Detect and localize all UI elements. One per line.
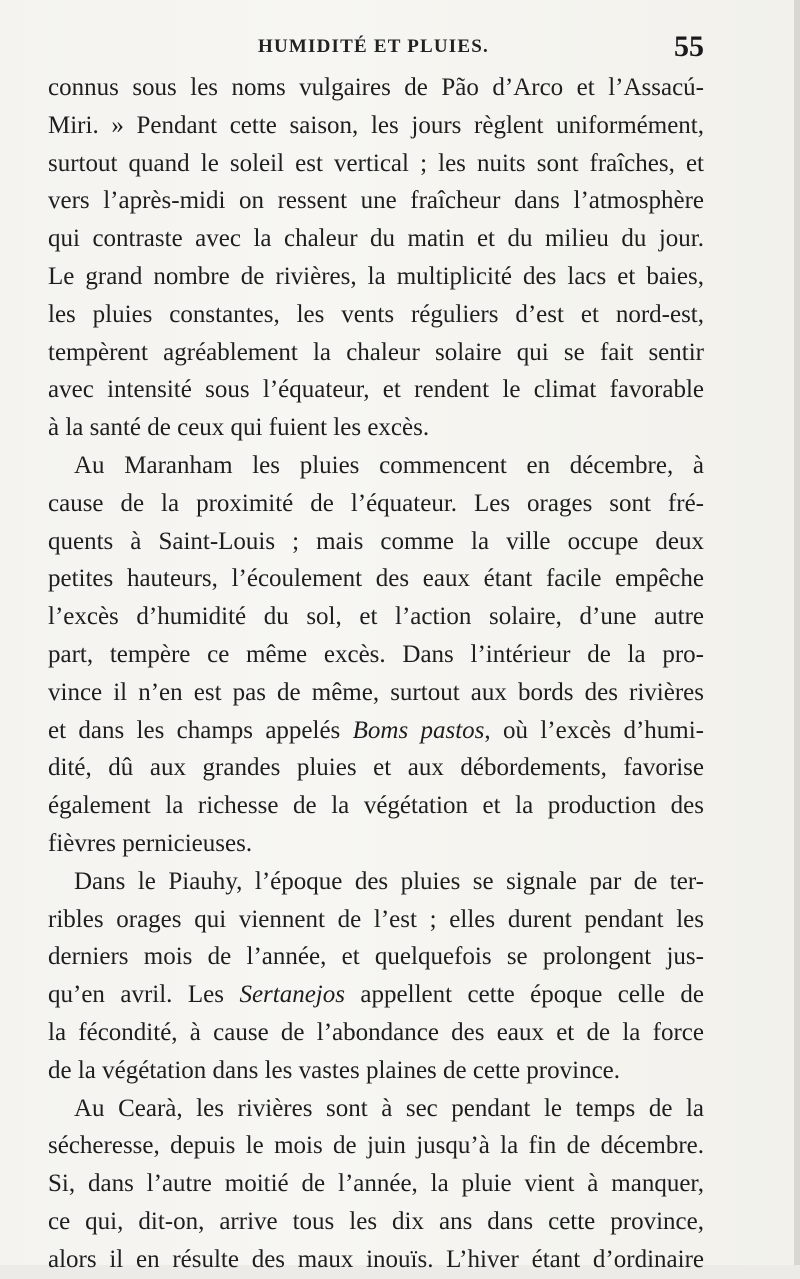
text-line	[48, 1052, 704, 1090]
text-line	[48, 560, 704, 598]
text-line	[48, 1090, 704, 1128]
line-text: et dans les champs appelés	[48, 716, 353, 744]
line-text: Le grand nombre de rivières, la multiplicité des lacs et baies,	[48, 262, 704, 290]
text-line	[48, 863, 704, 901]
line-text: qu’en avril. Les	[48, 981, 240, 1009]
line-text: ribles orages qui viennent de l’est ; elles durent pendant les	[48, 905, 704, 933]
text-line	[48, 447, 704, 485]
line-text: les pluies constantes, les vents réguliers d’est et nord-est,	[48, 300, 704, 328]
page-edge	[794, 0, 800, 1265]
text-line	[48, 749, 704, 787]
italic-term: Sertanejos	[239, 981, 345, 1009]
text-line	[48, 182, 704, 220]
text-line	[48, 712, 704, 750]
line-text: Dans le Piauhy, l’époque des pluies se signale par de ter-	[74, 867, 704, 895]
text-line	[48, 69, 704, 107]
text-line	[48, 1165, 704, 1203]
text-line	[48, 258, 704, 296]
line-text: connus sous les noms vulgaires de Pão d’Arco et l’Assacú-	[48, 74, 704, 101]
line-text: vers l’après-midi on ressent une fraîcheur dans l’atmosphère	[48, 187, 704, 215]
running-head: HUMIDITÉ ET PLUIES.	[258, 36, 489, 57]
line-text: de la végétation dans les vastes plaines de cette province.	[48, 1056, 621, 1084]
line-text: dité, dû aux grandes pluies et aux débordements, favorise	[48, 754, 704, 782]
text-line	[48, 598, 704, 636]
text-line	[48, 409, 704, 447]
line-text: derniers mois de l’année, et quelquefois se prolongent jus-	[48, 943, 704, 971]
line-text: vince il n’en est pas de même, surtout aux bords des rivières	[48, 678, 704, 706]
line-text: la fécondité, à cause de l’abondance des eaux et de la force	[48, 1018, 704, 1046]
line-text: Au Cearà, les rivières sont à sec pendant le temps de la	[74, 1094, 704, 1122]
text-line	[48, 1241, 704, 1279]
line-text-after: , où l’excès d’humi-	[484, 716, 704, 744]
page-header	[0, 32, 800, 72]
text-line	[48, 636, 704, 674]
line-text: qui contraste avec la chaleur du matin et du milieu du jour.	[48, 225, 704, 253]
text-line	[48, 220, 704, 258]
line-text: cause de la proximité de l’équateur. Les orages sont fré-	[48, 489, 704, 517]
text-line	[48, 523, 704, 561]
text-line	[48, 938, 704, 976]
text-line	[48, 334, 704, 372]
page-number: 55	[674, 30, 704, 63]
line-text: Si, dans l’autre moitié de l’année, la pluie vient à manquer,	[48, 1170, 704, 1198]
text-line	[48, 1203, 704, 1241]
body-text	[48, 69, 704, 1279]
line-text: également la richesse de la végétation et la production des	[48, 792, 704, 820]
line-text: à la santé de ceux qui fuient les excès.	[48, 414, 430, 442]
text-line	[48, 145, 704, 183]
text-line	[48, 371, 704, 409]
line-text: l’excès d’humidité du sol, et l’action solaire, d’une autre	[48, 603, 704, 631]
line-text: part, tempère ce même excès. Dans l’intérieur de la pro-	[48, 640, 704, 668]
text-line	[48, 674, 704, 712]
line-text: avec intensité sous l’équateur, et rendent le climat favorable	[48, 376, 704, 404]
line-text: Miri. » Pendant cette saison, les jours règlent uniformément,	[48, 111, 704, 139]
text-line	[48, 107, 704, 145]
line-text-after: appellent cette époque celle de	[344, 981, 704, 1009]
text-line	[48, 485, 704, 523]
line-text: surtout quand le soleil est vertical ; les nuits sont fraîches, et	[48, 149, 704, 177]
line-text: ce qui, dit-on, arrive tous les dix ans dans cette province,	[48, 1207, 704, 1235]
line-text: fièvres pernicieuses.	[48, 829, 253, 857]
text-line	[48, 1014, 704, 1052]
line-text: petites hauteurs, l’écoulement des eaux étant facile empêche	[48, 565, 704, 593]
line-text: alors il en résulte des maux inouïs. L’hiver étant d’ordinaire	[48, 1245, 704, 1273]
text-line	[48, 787, 704, 825]
line-text: tempèrent agréablement la chaleur solaire qui se fait sentir	[48, 338, 704, 366]
text-line	[48, 976, 704, 1014]
text-line	[48, 825, 704, 863]
italic-term: Boms pastos	[352, 716, 485, 744]
text-line	[48, 296, 704, 334]
line-text: Au Maranham les pluies commencent en décembre, à	[74, 451, 704, 479]
text-line	[48, 1127, 704, 1165]
text-line	[48, 901, 704, 939]
line-text: quents à Saint-Louis ; mais comme la ville occupe deux	[48, 527, 704, 555]
line-text: sécheresse, depuis le mois de juin jusqu’à la fin de décembre.	[48, 1132, 704, 1160]
